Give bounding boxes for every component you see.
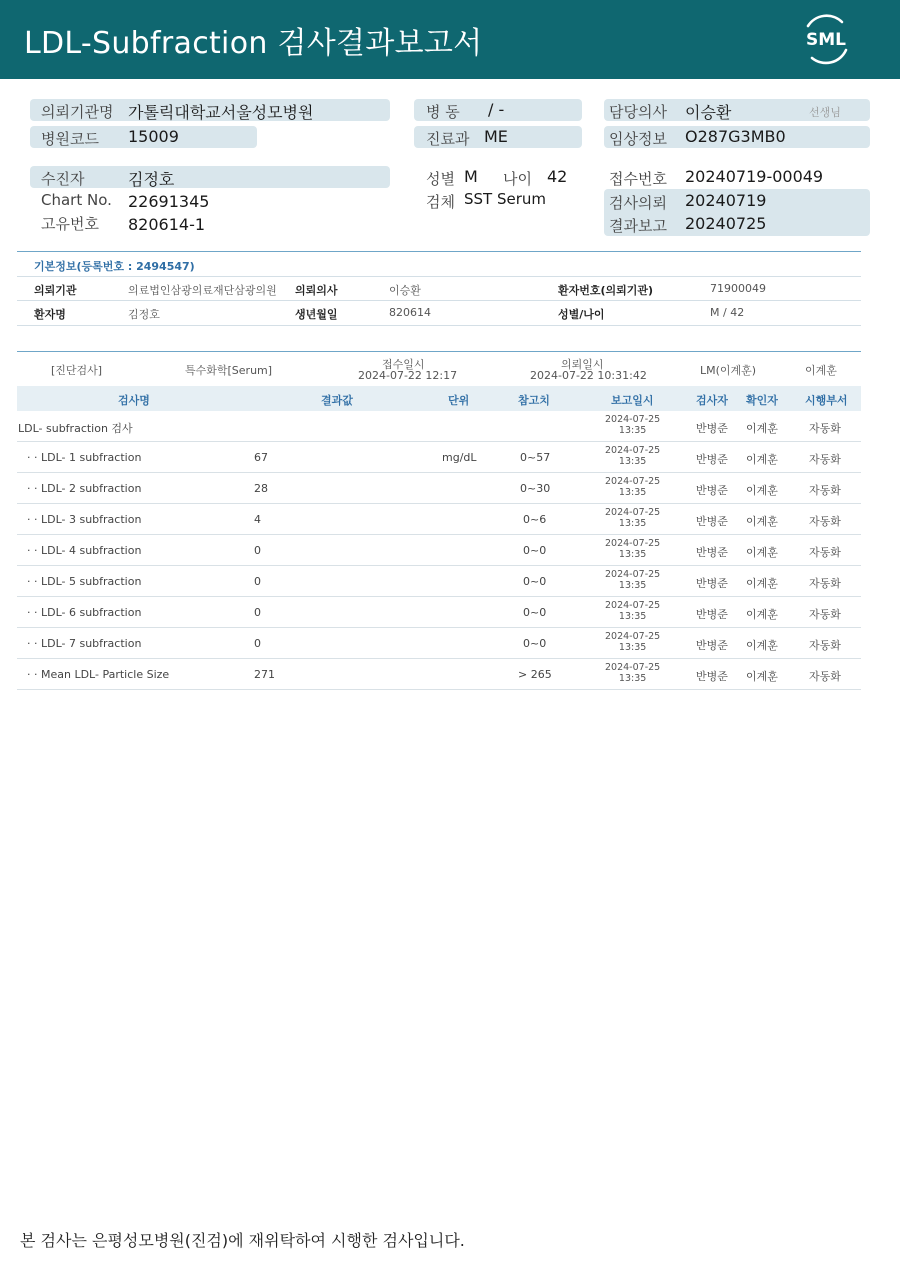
- th-report: 보고일시: [611, 394, 654, 407]
- cell-unit: mg/dL: [442, 451, 477, 464]
- cell-report-time: 2024-07-25 13:35: [605, 476, 661, 498]
- table-row: [17, 411, 861, 442]
- receipt-value: 20240719-00049: [685, 167, 824, 186]
- cell-ref: 0~0: [523, 544, 547, 557]
- cell-tester: 반병준: [696, 670, 728, 683]
- cell-result: 0: [254, 575, 261, 588]
- cell-confirmer: 이계훈: [746, 670, 778, 683]
- report-title: LDL-Subfraction 검사결과보고서: [24, 26, 483, 61]
- table-row: [17, 628, 861, 659]
- table-row: [17, 473, 861, 504]
- cell-tester: 반병준: [696, 422, 728, 435]
- cell-ref: 0~6: [523, 513, 547, 526]
- basic-r1-v1: 의료법인삼광의료재단삼광의원: [128, 284, 277, 297]
- cell-report-time: 2024-07-25 13:35: [605, 569, 661, 591]
- table-row: [17, 597, 861, 628]
- request-value: 20240719: [685, 191, 767, 210]
- exam-req-time: 2024-07-22 10:31:42: [530, 369, 647, 382]
- cell-report-time: 2024-07-25 13:35: [605, 445, 661, 467]
- cell-result: 0: [254, 606, 261, 619]
- cell-dept: 자동화: [809, 608, 841, 621]
- svg-text:SML: SML: [806, 30, 846, 50]
- cell-ref: > 265: [518, 668, 552, 681]
- basic-r1-k2: 의뢰의사: [295, 284, 338, 297]
- cell-ref: 0~57: [520, 451, 551, 464]
- dept-label: 진료과: [426, 130, 470, 148]
- basic-line-1: [17, 276, 861, 277]
- table-row: [17, 566, 861, 597]
- table-row: [17, 535, 861, 566]
- exam-recv-label: 접수일시: [382, 358, 425, 371]
- th-name: 검사명: [118, 394, 150, 407]
- cell-tester: 반병준: [696, 639, 728, 652]
- sex-label: 성별: [426, 170, 455, 188]
- cell-name: · · LDL- 6 subfraction: [27, 606, 142, 619]
- basic-r2-v1: 김정호: [128, 308, 160, 321]
- cell-dept: 자동화: [809, 670, 841, 683]
- cell-name: · · LDL- 4 subfraction: [27, 544, 142, 557]
- cell-report-time: 2024-07-25 13:35: [605, 507, 661, 529]
- ward-label: 병 동: [426, 103, 460, 121]
- specimen-value: SST Serum: [464, 190, 547, 208]
- basic-r1-v2: 이승환: [389, 284, 421, 297]
- cell-dept: 자동화: [809, 484, 841, 497]
- cell-confirmer: 이계훈: [746, 515, 778, 528]
- age-value: 42: [547, 167, 568, 186]
- basic-r2-k3: 성별/나이: [558, 308, 605, 321]
- cell-result: 0: [254, 544, 261, 557]
- th-tester: 검사자: [696, 394, 728, 407]
- basic-title: 기본정보(등록번호 : 2494547): [34, 260, 195, 273]
- cell-result: 4: [254, 513, 261, 526]
- exam-person: 이계훈: [805, 364, 837, 377]
- report-header: [0, 0, 900, 79]
- th-unit: 단위: [448, 394, 470, 407]
- cell-ref: 0~0: [523, 575, 547, 588]
- basic-r2-k1: 환자명: [34, 308, 66, 321]
- cell-dept: 자동화: [809, 422, 841, 435]
- cell-report-time: 2024-07-25 13:35: [605, 538, 661, 560]
- cell-report-time: 2024-07-25 13:35: [605, 631, 661, 653]
- cell-confirmer: 이계훈: [746, 422, 778, 435]
- exam-type: 특수화학[Serum]: [185, 364, 273, 377]
- age-label: 나이: [503, 170, 532, 188]
- cell-dept: 자동화: [809, 453, 841, 466]
- dept-value: ME: [484, 127, 508, 146]
- cell-ref: 0~0: [523, 637, 547, 650]
- ward-value: / -: [488, 100, 505, 119]
- cell-name: · · LDL- 1 subfraction: [27, 451, 142, 464]
- unique-value: 820614-1: [128, 215, 206, 234]
- cell-name: · · LDL- 2 subfraction: [27, 482, 142, 495]
- cell-dept: 자동화: [809, 577, 841, 590]
- basic-r2-v2: 820614: [389, 306, 431, 319]
- result-label: 결과보고: [609, 217, 667, 235]
- doctor-value: 이승환: [685, 103, 732, 122]
- cell-confirmer: 이계훈: [746, 608, 778, 621]
- cell-tester: 반병준: [696, 515, 728, 528]
- inst-name-value: 가톨릭대학교서울성모병원: [128, 103, 314, 122]
- th-dept: 시행부서: [805, 394, 848, 407]
- cell-result: 0: [254, 637, 261, 650]
- cell-name: · · LDL- 7 subfraction: [27, 637, 142, 650]
- request-label: 검사의뢰: [609, 194, 667, 212]
- basic-line-2: [17, 300, 861, 301]
- cell-result: 28: [254, 482, 268, 495]
- table-row: [17, 504, 861, 535]
- cell-tester: 반병준: [696, 546, 728, 559]
- patient-label: 수진자: [41, 170, 85, 188]
- cell-ref: 0~30: [520, 482, 551, 495]
- footer-note: 본 검사는 은평성모병원(진검)에 재위탁하여 시행한 검사입니다.: [20, 1231, 465, 1250]
- th-ref: 참고치: [518, 394, 550, 407]
- cell-name: · · LDL- 3 subfraction: [27, 513, 142, 526]
- cell-confirmer: 이계훈: [746, 577, 778, 590]
- th-result: 결과값: [321, 394, 353, 407]
- cell-result: 271: [254, 668, 275, 681]
- exam-recv-time: 2024-07-22 12:17: [358, 369, 458, 382]
- basic-r2-v3: M / 42: [710, 306, 745, 319]
- sml-logo: [798, 12, 854, 66]
- basic-r2-k2: 생년월일: [295, 308, 338, 321]
- cell-confirmer: 이계훈: [746, 453, 778, 466]
- table-row: [17, 659, 861, 690]
- patient-value: 김정호: [128, 170, 175, 189]
- table-row: [17, 442, 861, 473]
- exam-req-label: 의뢰일시: [561, 358, 604, 371]
- cell-confirmer: 이계훈: [746, 546, 778, 559]
- cell-confirmer: 이계훈: [746, 484, 778, 497]
- receipt-label: 접수번호: [609, 170, 667, 188]
- basic-r1-v3: 71900049: [710, 282, 766, 295]
- th-confirmer: 확인자: [746, 394, 778, 407]
- hosp-code-value: 15009: [128, 127, 179, 146]
- basic-line-3: [17, 325, 861, 326]
- chart-value: 22691345: [128, 192, 210, 211]
- result-value: 20240725: [685, 214, 767, 233]
- sex-value: M: [464, 167, 478, 186]
- specimen-label: 검체: [426, 193, 455, 211]
- cell-dept: 자동화: [809, 639, 841, 652]
- cell-ref: 0~0: [523, 606, 547, 619]
- exam-top-line: [17, 351, 861, 352]
- doctor-suffix: 선생님: [809, 106, 841, 119]
- cell-tester: 반병준: [696, 577, 728, 590]
- chart-label: Chart No.: [41, 191, 112, 209]
- doctor-label: 담당의사: [609, 103, 667, 121]
- cell-result: 67: [254, 451, 268, 464]
- basic-r1-k3: 환자번호(의뢰기관): [558, 284, 654, 297]
- cell-report-time: 2024-07-25 13:35: [605, 414, 661, 436]
- basic-r1-k1: 의뢰기관: [34, 284, 77, 297]
- cell-name: · · Mean LDL- Particle Size: [27, 668, 170, 681]
- cell-tester: 반병준: [696, 608, 728, 621]
- cell-name: · · LDL- 5 subfraction: [27, 575, 142, 588]
- unique-label: 고유번호: [41, 215, 99, 233]
- cell-dept: 자동화: [809, 515, 841, 528]
- cell-report-time: 2024-07-25 13:35: [605, 662, 661, 684]
- exam-category: [진단검사]: [51, 364, 103, 377]
- cell-tester: 반병준: [696, 453, 728, 466]
- clinical-label: 임상정보: [609, 130, 667, 148]
- hosp-code-label: 병원코드: [41, 130, 99, 148]
- exam-lm: LM(이계훈): [700, 364, 757, 377]
- inst-name-label: 의뢰기관명: [41, 103, 114, 121]
- basic-top-line: [17, 251, 861, 252]
- cell-report-time: 2024-07-25 13:35: [605, 600, 661, 622]
- cell-tester: 반병준: [696, 484, 728, 497]
- cell-name: LDL- subfraction 검사: [18, 422, 133, 435]
- cell-dept: 자동화: [809, 546, 841, 559]
- clinical-value: O287G3MB0: [685, 127, 786, 146]
- cell-confirmer: 이계훈: [746, 639, 778, 652]
